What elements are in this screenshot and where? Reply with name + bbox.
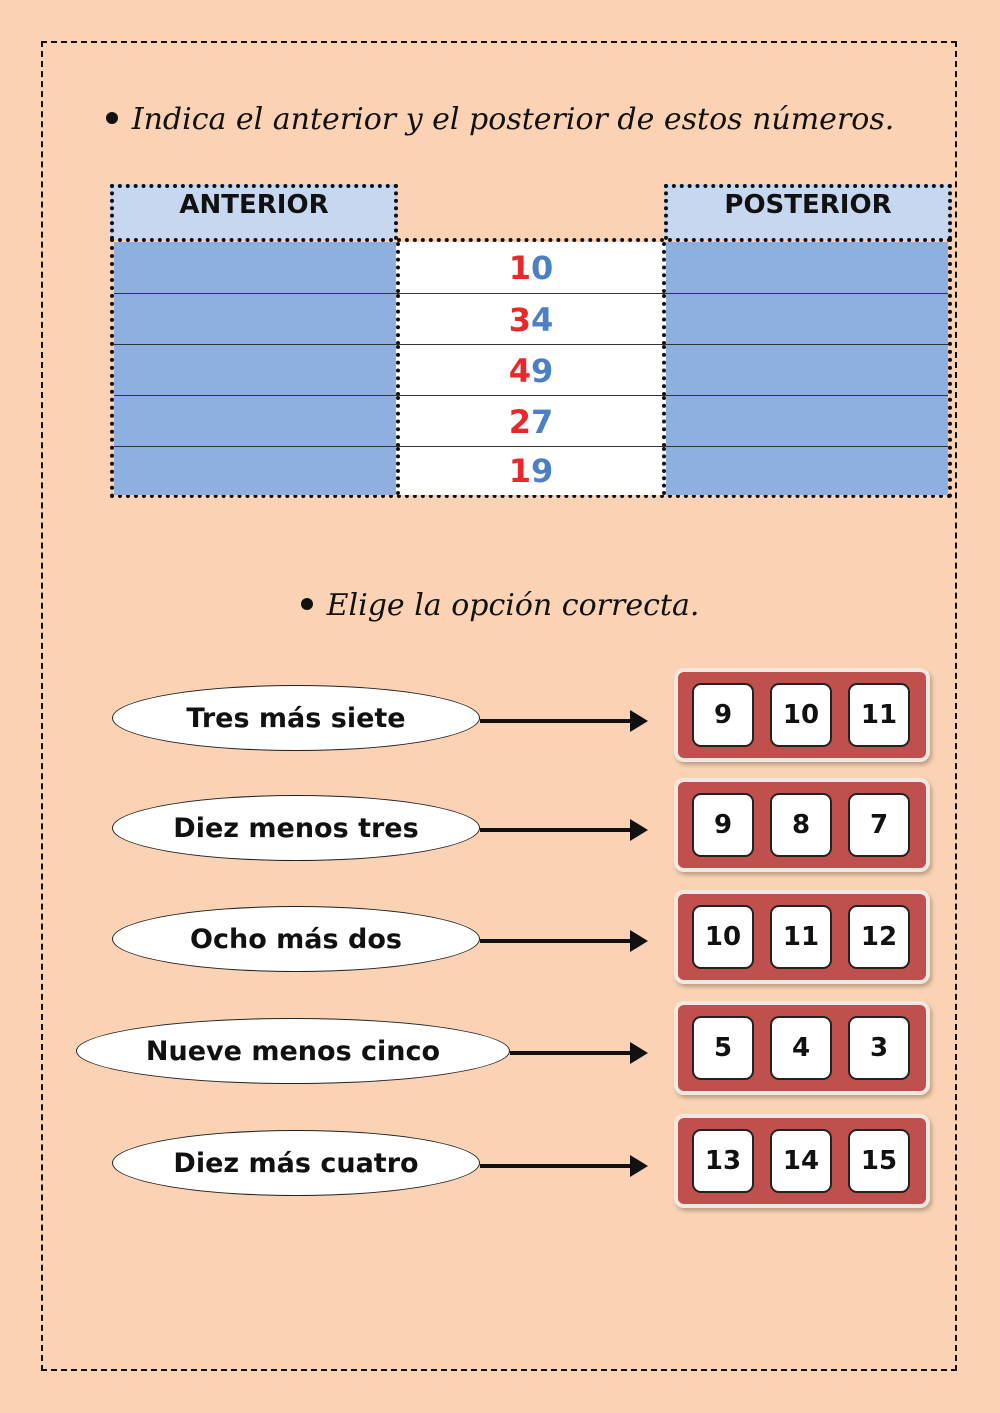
header-anterior: ANTERIOR — [110, 184, 398, 240]
option-button[interactable]: 13 — [692, 1129, 754, 1193]
option-button[interactable]: 9 — [692, 793, 754, 857]
option-button[interactable]: 3 — [848, 1016, 910, 1080]
instruction-second-text: Elige la opción correcta. — [326, 588, 700, 623]
table-row — [114, 293, 948, 345]
units-digit: 9 — [531, 452, 554, 490]
arrow-icon — [480, 828, 634, 832]
number-table — [110, 238, 952, 498]
tens-digit: 2 — [508, 402, 531, 441]
option-button[interactable]: 15 — [848, 1129, 910, 1193]
units-digit: 7 — [531, 402, 554, 441]
posterior-answer-cell[interactable] — [666, 294, 948, 345]
instruction-second — [0, 588, 1000, 623]
table-row — [114, 395, 948, 447]
option-button[interactable]: 11 — [848, 683, 910, 747]
instruction-first-text: Indica el anterior y el posterior de estos números. — [131, 102, 895, 137]
option-button[interactable]: 10 — [692, 905, 754, 969]
number-cell — [396, 294, 666, 345]
options-panel — [674, 1114, 930, 1208]
header-posterior: POSTERIOR — [664, 184, 952, 240]
tens-digit: 1 — [508, 452, 531, 490]
arrow-icon — [480, 939, 634, 943]
arrow-icon — [480, 719, 634, 723]
exercise-prompt: Tres más siete — [112, 685, 480, 751]
option-button[interactable]: 7 — [848, 793, 910, 857]
option-button[interactable]: 4 — [770, 1016, 832, 1080]
table-row — [114, 446, 948, 495]
arrow-icon — [480, 1164, 634, 1168]
number-cell — [396, 242, 666, 293]
table-row — [114, 344, 948, 396]
option-button[interactable]: 10 — [770, 683, 832, 747]
exercise-prompt: Diez más cuatro — [112, 1130, 480, 1196]
posterior-answer-cell[interactable] — [666, 396, 948, 447]
anterior-answer-cell[interactable] — [114, 294, 396, 345]
option-button[interactable]: 9 — [692, 683, 754, 747]
tens-digit: 1 — [508, 248, 531, 287]
exercise-prompt: Diez menos tres — [112, 795, 480, 861]
options-panel — [674, 1001, 930, 1095]
options-panel — [674, 890, 930, 984]
anterior-answer-cell[interactable] — [114, 242, 396, 293]
posterior-answer-cell[interactable] — [666, 447, 948, 495]
options-panel — [674, 668, 930, 762]
option-button[interactable]: 5 — [692, 1016, 754, 1080]
bullet-icon — [106, 112, 118, 124]
number-cell — [396, 396, 666, 447]
exercise-prompt: Nueve menos cinco — [76, 1018, 510, 1084]
posterior-answer-cell[interactable] — [666, 242, 948, 293]
options-panel — [674, 778, 930, 872]
units-digit: 4 — [531, 300, 554, 339]
units-digit: 0 — [531, 248, 554, 287]
option-button[interactable]: 12 — [848, 905, 910, 969]
number-cell — [396, 447, 666, 495]
option-button[interactable]: 14 — [770, 1129, 832, 1193]
anterior-answer-cell[interactable] — [114, 447, 396, 495]
units-digit: 9 — [531, 351, 554, 390]
arrow-icon — [510, 1051, 634, 1055]
table-row — [114, 242, 948, 293]
option-button[interactable]: 8 — [770, 793, 832, 857]
anterior-answer-cell[interactable] — [114, 396, 396, 447]
exercise-prompt: Ocho más dos — [112, 906, 480, 972]
anterior-answer-cell[interactable] — [114, 345, 396, 396]
option-button[interactable]: 11 — [770, 905, 832, 969]
bullet-icon — [301, 598, 313, 610]
instruction-first — [0, 102, 1000, 137]
tens-digit: 4 — [508, 351, 531, 390]
posterior-answer-cell[interactable] — [666, 345, 948, 396]
tens-digit: 3 — [508, 300, 531, 339]
number-cell — [396, 345, 666, 396]
